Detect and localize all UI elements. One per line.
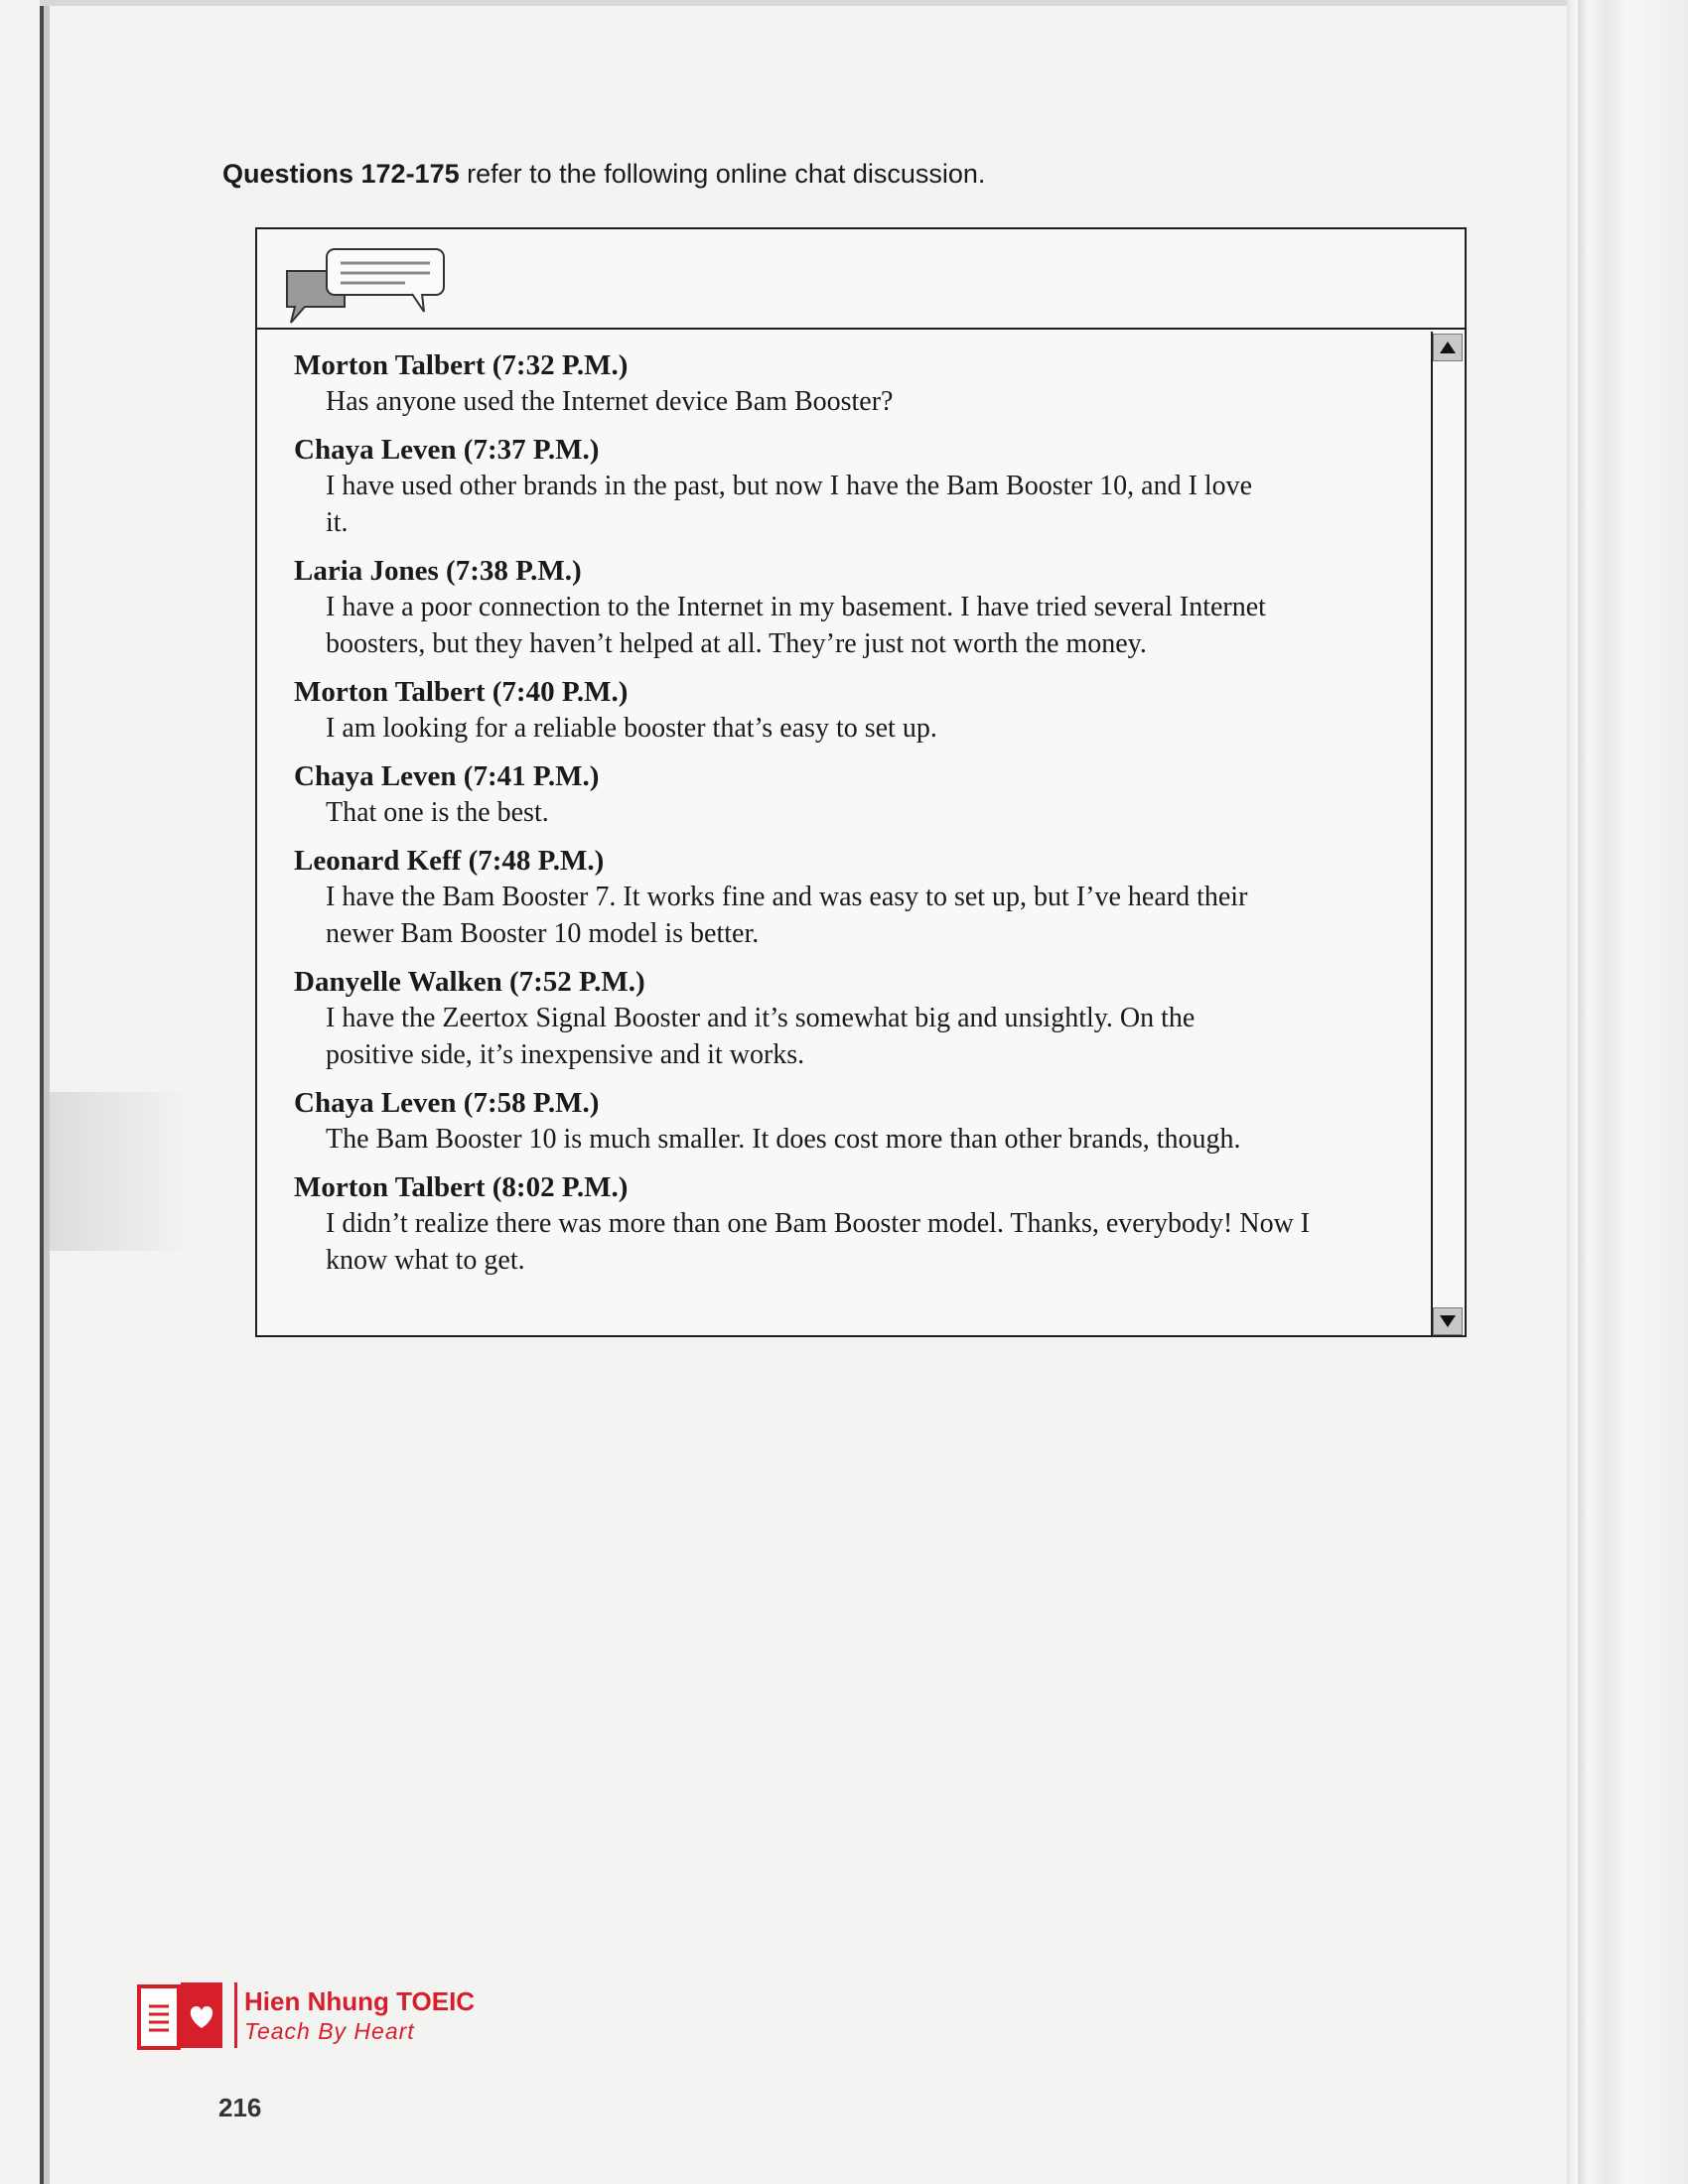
- scan-shadow-patch: [44, 1092, 193, 1251]
- question-range: Questions 172-175: [222, 159, 460, 189]
- triangle-up-icon: [1440, 341, 1456, 353]
- message-text: The Bam Booster 10 is much smaller. It does cost more than other brands, though.: [326, 1124, 1241, 1155]
- message-author: Danyelle Walken (7:52 P.M.): [294, 966, 645, 998]
- chat-message: [294, 1085, 1406, 1158]
- message-text: I have used other brands in the past, but now I have the Bam Booster 10, and I love it.: [326, 471, 1253, 538]
- scan-top-edge: [40, 0, 1569, 6]
- chat-bubbles-icon: [281, 243, 450, 325]
- brand-tagline: Teach By Heart: [244, 2018, 415, 2044]
- message-author: Morton Talbert (8:02 P.M.): [294, 1171, 629, 1203]
- chat-message: [294, 432, 1406, 541]
- chat-window: [255, 227, 1467, 1337]
- triangle-down-icon: [1440, 1315, 1456, 1327]
- chat-message: [294, 347, 1406, 420]
- message-author: Morton Talbert (7:40 P.M.): [294, 676, 629, 708]
- message-text: That one is the best.: [326, 797, 549, 828]
- brand-name: Hien Nhung TOEIC: [244, 1986, 476, 2016]
- question-intro-text: refer to the following online chat discussion.: [459, 159, 986, 189]
- message-author: Chaya Leven (7:41 P.M.): [294, 760, 600, 792]
- message-text: I have a poor connection to the Internet in my basement. I have tried several Internet boosters, but they haven’t helped at all. They’re just not worth the money.: [326, 592, 1266, 659]
- chat-message: [294, 553, 1406, 662]
- message-author: Laria Jones (7:38 P.M.): [294, 555, 582, 587]
- brand-divider: [234, 1982, 237, 2048]
- question-intro: [222, 159, 985, 190]
- message-text: Has anyone used the Internet device Bam Booster?: [326, 386, 894, 417]
- page-number: 216: [218, 2093, 262, 2122]
- chat-message: [294, 843, 1406, 952]
- message-text: I have the Bam Booster 7. It works fine and was easy to set up, but I’ve heard their newer Bam Booster 10 model is better.: [326, 882, 1248, 949]
- chat-scrollbar[interactable]: [1431, 332, 1463, 1335]
- scan-page-edge: [1567, 0, 1688, 2184]
- book-heart-logo-icon: [135, 1980, 226, 2052]
- message-list: [294, 347, 1406, 1291]
- chat-message: [294, 674, 1406, 747]
- chat-header: [257, 229, 1465, 330]
- chat-message: [294, 964, 1406, 1073]
- scroll-down-button[interactable]: [1433, 1307, 1463, 1335]
- message-author: Chaya Leven (7:37 P.M.): [294, 434, 600, 466]
- message-text: I am looking for a reliable booster that’s easy to set up.: [326, 713, 937, 744]
- chat-message: [294, 758, 1406, 831]
- message-author: Chaya Leven (7:58 P.M.): [294, 1087, 600, 1119]
- message-text: I didn’t realize there was more than one Bam Booster model. Thanks, everybody! Now I know what to get.: [326, 1208, 1311, 1276]
- message-author: Leonard Keff (7:48 P.M.): [294, 845, 605, 877]
- scroll-up-button[interactable]: [1433, 334, 1463, 361]
- message-text: I have the Zeertox Signal Booster and it’s somewhat big and unsightly. On the positive side, it’s inexpensive and it works.: [326, 1003, 1196, 1070]
- chat-message: [294, 1169, 1406, 1279]
- message-author: Morton Talbert (7:32 P.M.): [294, 349, 629, 381]
